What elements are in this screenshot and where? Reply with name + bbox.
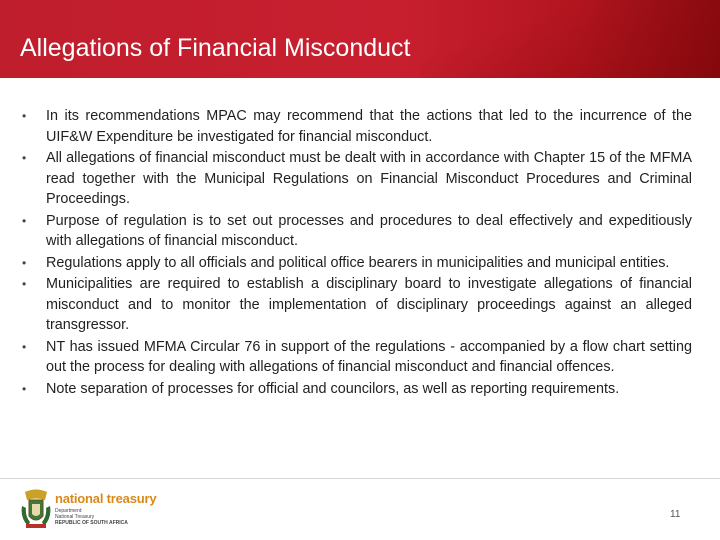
bullet-item xyxy=(22,148,692,210)
footer-divider xyxy=(0,478,720,479)
title-bar-shading xyxy=(420,0,720,78)
dept-line: REPUBLIC OF SOUTH AFRICA xyxy=(55,520,128,526)
brand-name: national treasury xyxy=(55,491,157,506)
page-number: 11 xyxy=(670,509,681,520)
bullet-item xyxy=(22,379,692,400)
bullet-text: All allegations of financial misconduct must be dealt with in accordance with Chapter 15 of the MFMA read together with the Municipal Regulations on Financial Misconduct Procedures and Criminal Proceedings. xyxy=(46,150,692,207)
bullet-item xyxy=(22,274,692,336)
bullet-text: Regulations apply to all officials and political office bearers in municipalities and municipal entities. xyxy=(46,254,670,271)
department-text xyxy=(55,508,128,526)
bullet-item xyxy=(22,253,692,274)
bullet-item xyxy=(22,337,692,378)
bullet-text: Purpose of regulation is to set out processes and procedures to deal effectively and expeditiously with allegations of financial misconduct. xyxy=(46,212,692,249)
bullet-item xyxy=(22,106,692,147)
bullet-text: NT has issued MFMA Circular 76 in support of the regulations - accompanied by a flow chart setting out the process for dealing with allegations of financial misconduct and financial offences. xyxy=(46,338,692,375)
dept-line: Department: xyxy=(55,508,83,514)
title-bar xyxy=(0,0,720,78)
slide-title: Allegations of Financial Misconduct xyxy=(20,34,411,62)
dept-line: National Treasury xyxy=(55,514,95,520)
bullet-text: Municipalities are required to establish a disciplinary board to investigate allegations of financial misconduct and to monitor the implementation of disciplinary proceedings against an alleged transgressor. xyxy=(46,276,692,333)
bullet-icon: • xyxy=(22,151,27,165)
bullet-icon: • xyxy=(22,213,27,228)
bullet-item xyxy=(22,211,692,252)
bullet-icon: • xyxy=(22,277,27,291)
bullet-icon: • xyxy=(22,255,27,270)
bullet-text: In its recommendations MPAC may recommend that the actions that led to the incurrence of the UIF&W Expenditure be investigated for financial misconduct. xyxy=(46,108,692,145)
bullet-list xyxy=(22,106,692,400)
bullet-icon: • xyxy=(22,381,27,396)
bullet-icon: • xyxy=(22,109,27,123)
bullet-text: Note separation of processes for official and councilors, as well as reporting requirements. xyxy=(46,380,620,397)
bullet-icon: • xyxy=(22,339,27,354)
